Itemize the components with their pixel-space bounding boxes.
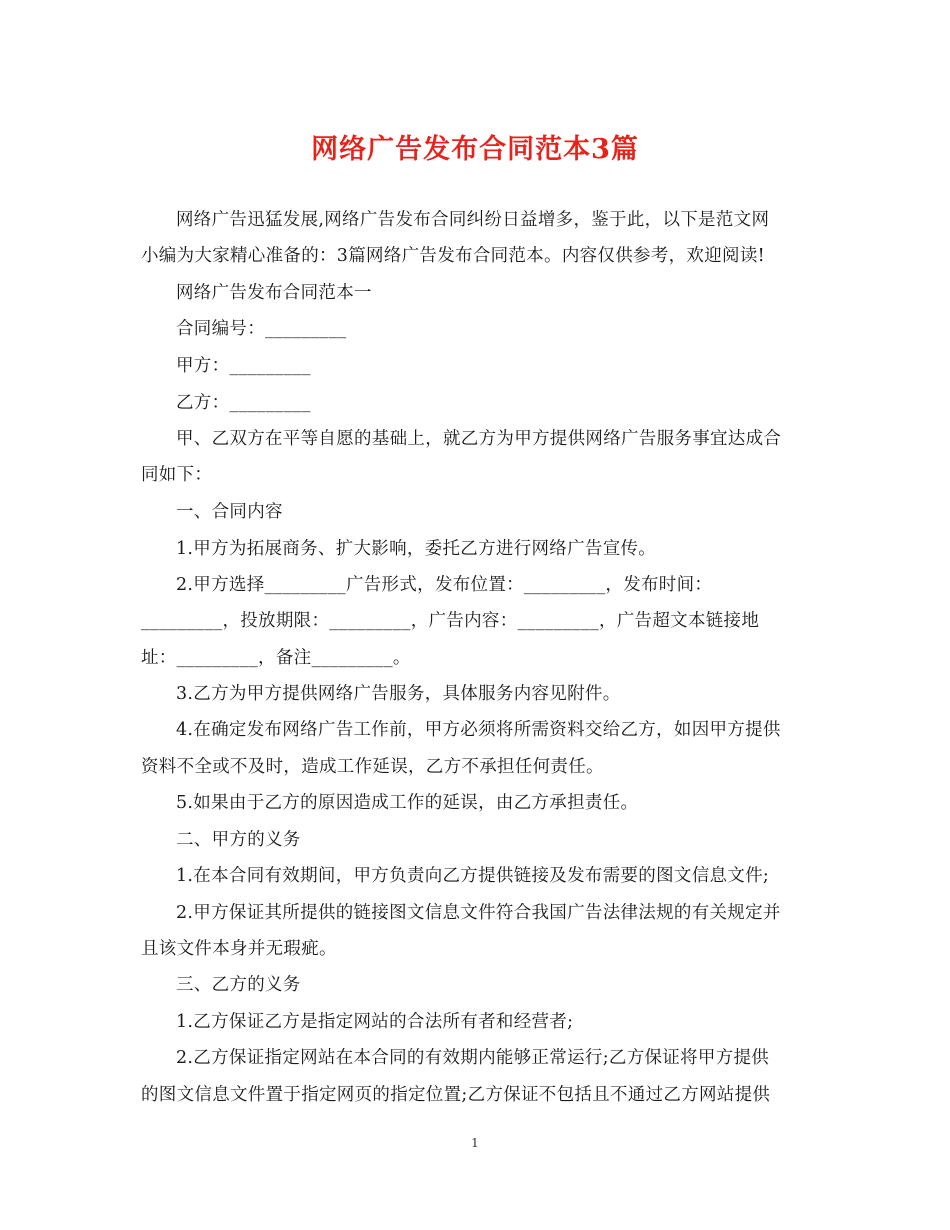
preamble-line-2: 同如下： (141, 465, 213, 485)
intro-line-2: 小编为大家精心准备的：3篇网络广告发布合同范本。内容仅供参考，欢迎阅读! (141, 246, 765, 266)
clause-1-4-line-2: 资料不全或不及时，造成工作延误，乙方不承担任何责任。 (141, 757, 604, 777)
clause-1-4-line-1: 4.在确定发布网络广告工作前，甲方必须将所需资料交给乙方，如因甲方提供 (176, 720, 781, 740)
page-number: 1 (471, 1136, 479, 1150)
preamble-line-1: 甲、乙双方在平等自愿的基础上，就乙方为甲方提供网络广告服务事宜达成合 (176, 429, 782, 449)
clause-2-1: 1.在本合同有效期间，甲方负责向乙方提供链接及发布需要的图文信息文件; (176, 866, 770, 886)
document-title: 网络广告发布合同范本3篇 (311, 134, 639, 165)
clause-2-2-line-2: 且该文件本身并无瑕疵。 (141, 939, 337, 959)
clause-1-3: 3.乙方为甲方提供网络广告服务，具体服务内容见附件。 (176, 684, 621, 704)
clause-1-2-line-3: 址：_________，备注_________。 (141, 648, 411, 668)
party-b-field: 乙方：_________ (176, 393, 311, 413)
clause-2-2-line-1: 2.甲方保证其所提供的链接图文信息文件符合我国广告法律法规的有关规定并 (176, 903, 781, 923)
section-heading-contract-1: 网络广告发布合同范本一 (176, 283, 372, 303)
clause-1-2-line-2: _________，投放期限：_________，广告内容：_________，广告超文本链接地 (141, 611, 760, 631)
heading-party-a-obligations: 二、甲方的义务 (176, 830, 301, 850)
clause-3-2-line-1: 2.乙方保证指定网站在本合同的有效期内能够正常运行;乙方保证将甲方提供 (176, 1048, 770, 1068)
heading-party-b-obligations: 三、乙方的义务 (176, 975, 301, 995)
clause-1-2-line-1: 2.甲方选择_________广告形式，发布位置：_________，发布时间： (176, 575, 713, 595)
clause-3-2-line-2: 的图文信息文件置于指定网页的指定位置;乙方保证不包括且不通过乙方网站提供 (141, 1085, 771, 1105)
clause-3-1: 1.乙方保证乙方是指定网站的合法所有者和经营者; (176, 1012, 574, 1032)
clause-1-1: 1.甲方为拓展商务、扩大影响，委托乙方进行网络广告宣传。 (176, 539, 657, 559)
contract-number-field: 合同编号：_________ (176, 319, 347, 339)
party-a-field: 甲方：_________ (176, 356, 311, 376)
clause-1-5: 5.如果由于乙方的原因造成工作的延误，由乙方承担责任。 (176, 793, 639, 813)
heading-contract-content: 一、合同内容 (176, 502, 283, 522)
intro-line-1: 网络广告迅猛发展,网络广告发布合同纠纷日益增多，鉴于此，以下是范文网 (176, 210, 770, 230)
